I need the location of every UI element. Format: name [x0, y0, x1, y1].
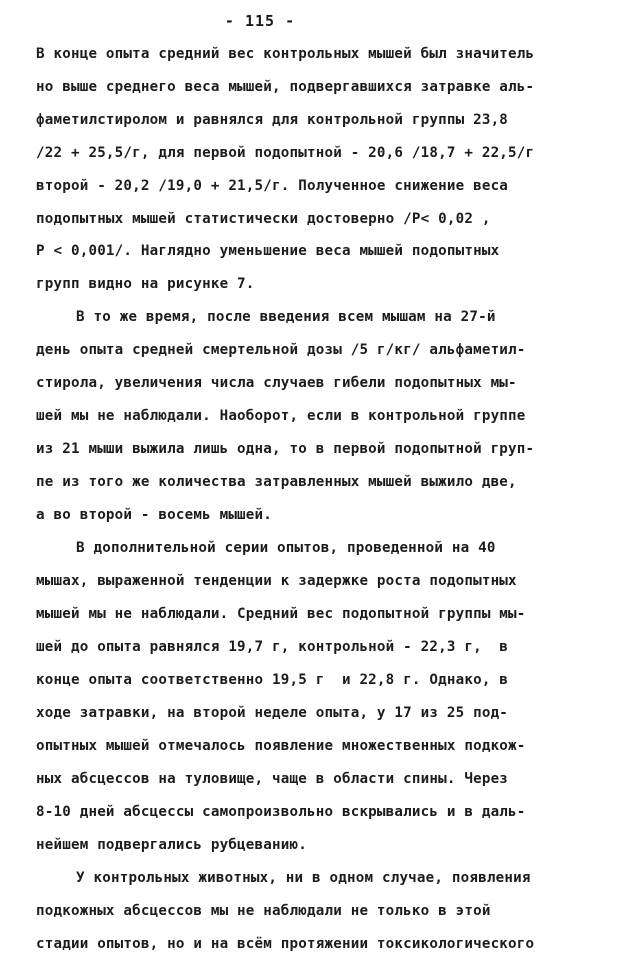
text-line: ных абсцессов на туловище, чаще в области спины. Через: [36, 771, 509, 787]
text-line: Р < 0,001/. Наглядно уменьшение веса мышей подопытных: [36, 243, 500, 259]
paragraph-first-line: В то же время, после введения всем мышам на 27-й: [76, 309, 496, 325]
text-line: подопытных мышей статистически достоверно /Р< 0,02 ,: [36, 211, 491, 227]
text-line: день опыта средней смертельной дозы /5 г/кг/ альфаметил-: [36, 342, 526, 358]
text-line: мышей мы не наблюдали. Средний вес подопытной группы мы-: [36, 606, 526, 622]
text-line: стадии опытов, но и на всём протяжении токсикологического: [36, 936, 535, 952]
text-line: опытных мышей отмечалось появление множественных подкож-: [36, 738, 526, 754]
text-line: второй - 20,2 /19,0 + 21,5/г. Полученное снижение веса: [36, 178, 509, 194]
text-line: групп видно на рисунке 7.: [36, 276, 255, 292]
text-line: В конце опыта средний вес контрольных мышей был значитель: [36, 46, 535, 62]
text-line: пе из того же количества затравленных мышей выжило две,: [36, 474, 517, 490]
text-line: /22 + 25,5/г, для первой подопытной - 20,6 /18,7 + 22,5/г: [36, 145, 535, 161]
text-line: конце опыта соответственно 19,5 г и 22,8 г. Однако, в: [36, 672, 509, 688]
text-line: но выше среднего веса мышей, подвергавшихся затравке аль-: [36, 79, 535, 95]
text-line: ходе затравки, на второй неделе опыта, у 17 из 25 под-: [36, 705, 509, 721]
text-line: нейшем подвергались рубцеванию.: [36, 837, 307, 853]
paragraph-first-line: В дополнительной серии опытов, проведенной на 40: [76, 540, 496, 556]
text-line: мышах, выраженной тенденции к задержке роста подопытных: [36, 573, 517, 589]
text-line: из 21 мыши выжила лишь одна, то в первой подопытной груп-: [36, 441, 535, 457]
page-number: - 115 -: [224, 12, 296, 30]
text-line: подкожных абсцессов мы не наблюдали не только в этой: [36, 903, 491, 919]
text-line: а во второй - восемь мышей.: [36, 507, 273, 523]
paragraph-first-line: У контрольных животных, ни в одном случае, появления: [76, 870, 531, 886]
text-line: шей мы не наблюдали. Наоборот, если в контрольной группе: [36, 408, 526, 424]
text-line: шей до опыта равнялся 19,7 г, контрольной - 22,3 г, в: [36, 639, 509, 655]
text-line: фаметилстиролом и равнялся для контрольной группы 23,8: [36, 112, 509, 128]
text-line: 8-10 дней абсцессы самопроизвольно вскрывались и в даль-: [36, 804, 526, 820]
text-line: стирола, увеличения числа случаев гибели подопытных мы-: [36, 375, 517, 391]
